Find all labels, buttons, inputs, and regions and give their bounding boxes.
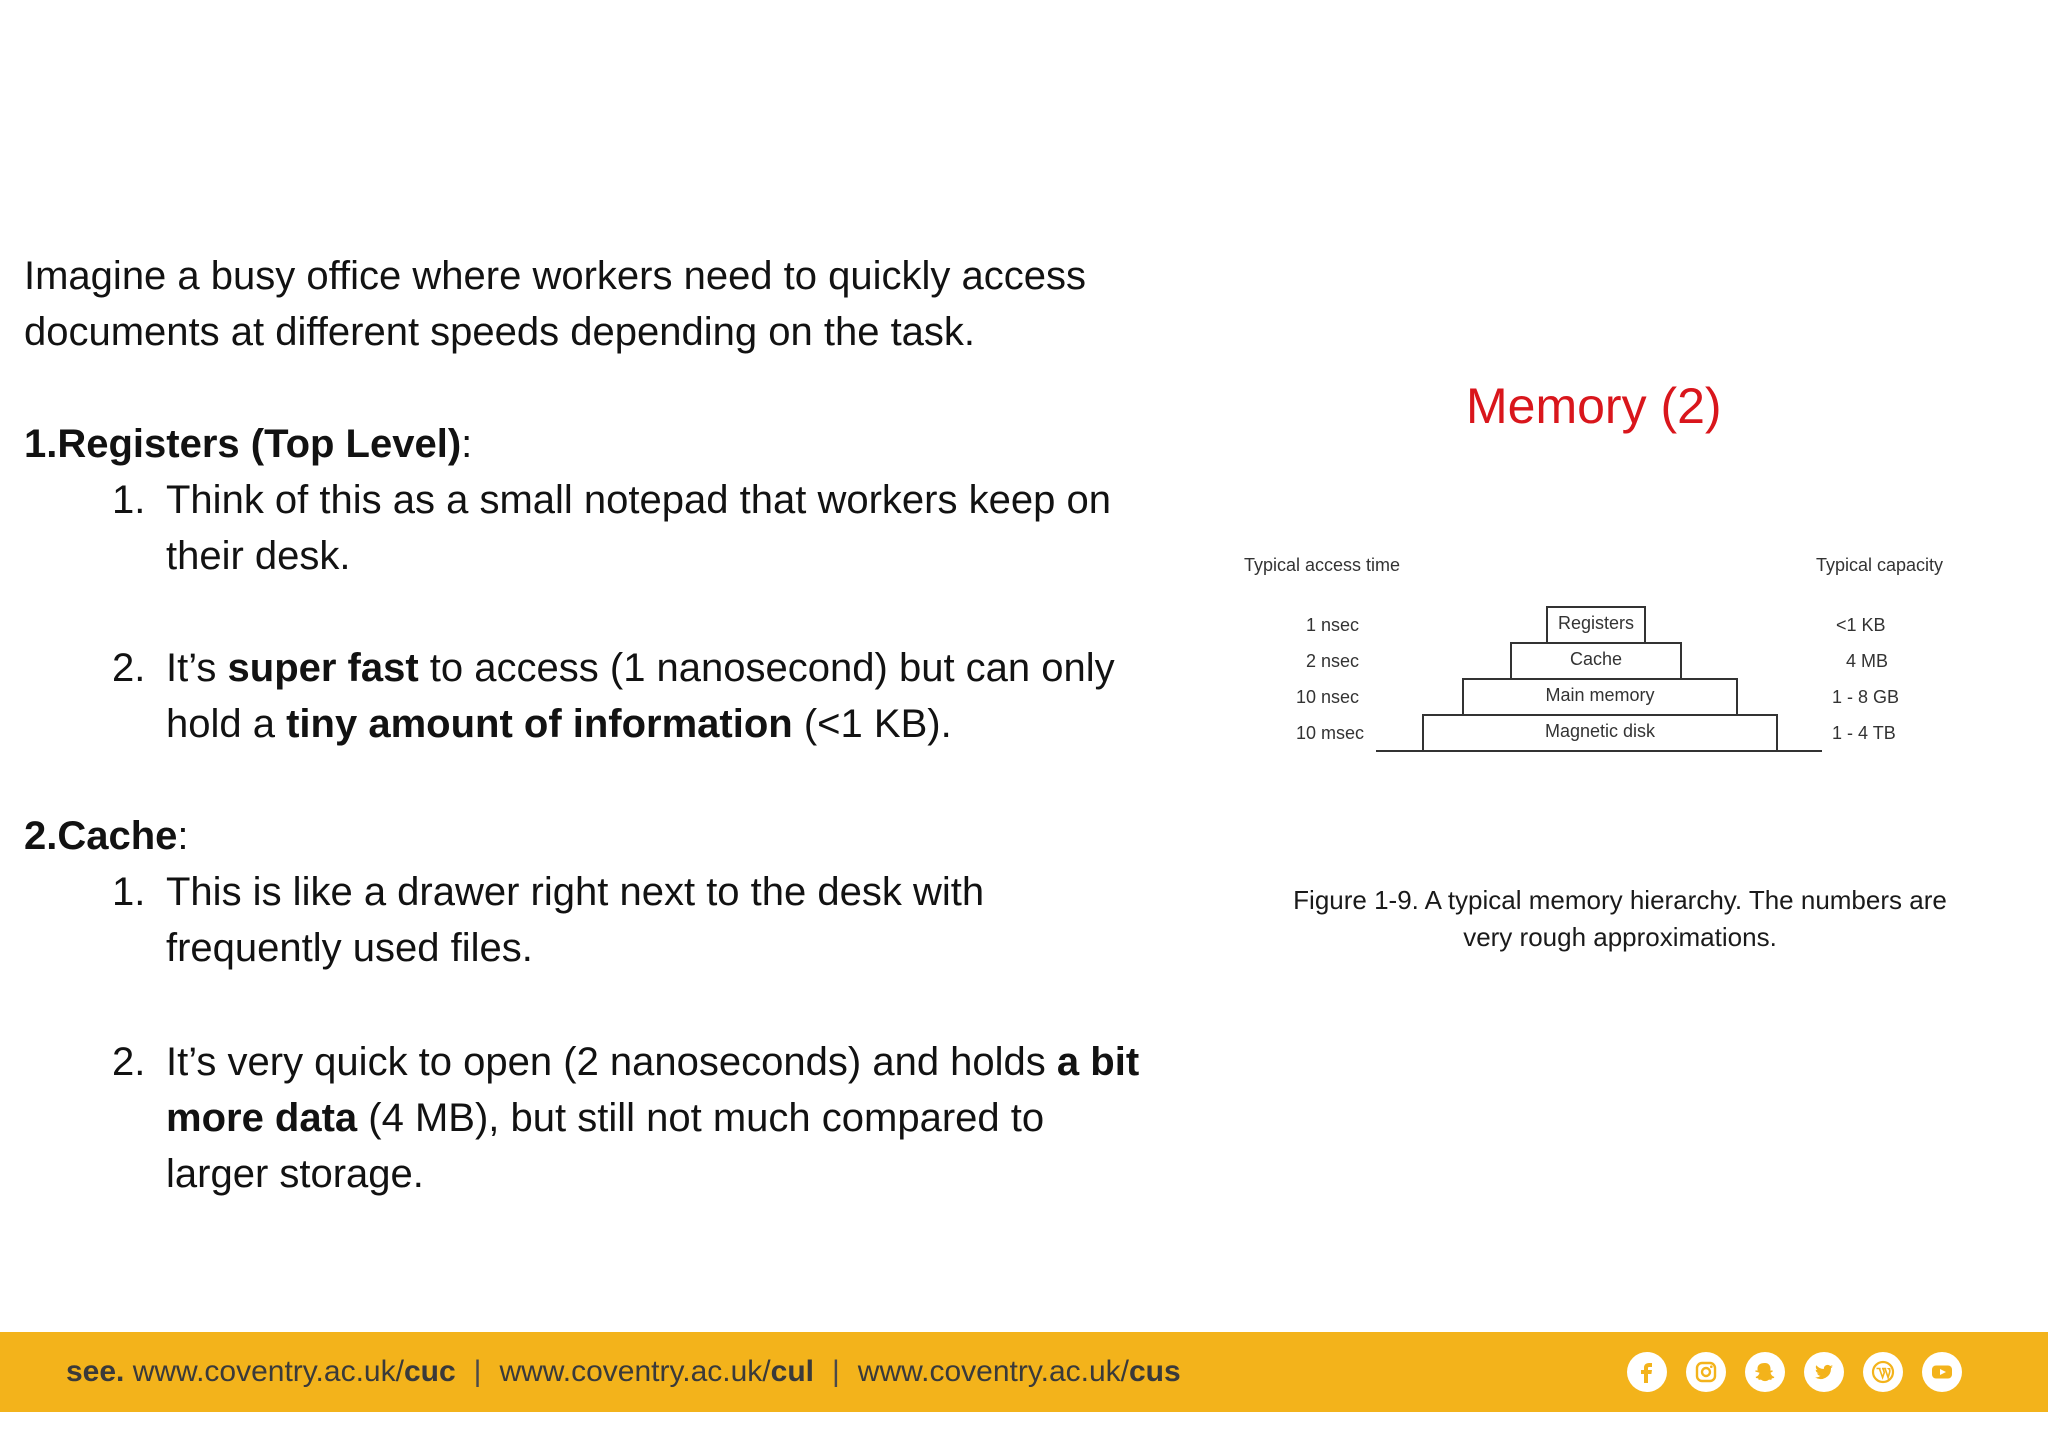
twitter-icon[interactable] xyxy=(1804,1352,1844,1392)
level-registers: Registers xyxy=(1546,606,1646,644)
time-cache: 2 nsec xyxy=(1306,651,1360,671)
registers-item-1: 1. Think of this as a small notepad that workers keep on their desk. xyxy=(112,478,1111,578)
intro-line-2: documents at different speeds depending on the task. xyxy=(24,310,976,354)
access-time-header: Typical access time xyxy=(1244,555,1401,575)
registers-heading: 1.Registers (Top Level): xyxy=(24,422,473,466)
capacity-header: Typical capacity xyxy=(1816,555,1944,575)
separator: | xyxy=(473,1355,482,1388)
instagram-icon[interactable] xyxy=(1686,1352,1726,1392)
facebook-icon[interactable] xyxy=(1627,1352,1667,1392)
link-cuc[interactable]: www.coventry.ac.uk/cuc xyxy=(124,1355,456,1388)
diagram-baseline xyxy=(1376,750,1822,752)
capacity-registers: <1 KB xyxy=(1836,615,1886,635)
level-cache: Cache xyxy=(1510,642,1682,680)
cache-item-1: 1. This is like a drawer right next to the desk with frequently used files. xyxy=(112,870,985,970)
link-cus[interactable]: www.coventry.ac.uk/cus xyxy=(857,1355,1181,1388)
snapchat-icon[interactable] xyxy=(1745,1352,1785,1392)
wordpress-icon[interactable] xyxy=(1863,1352,1903,1392)
capacity-cache: 4 MB xyxy=(1846,651,1889,671)
cache-heading: 2.Cache: xyxy=(24,814,189,858)
separator: | xyxy=(832,1355,840,1388)
time-registers: 1 nsec xyxy=(1306,615,1360,635)
cache-item-2: 2. It’s very quick to open (2 nanoseconds) and holds a bit more data (4 MB), but still not much compared to larger storage. xyxy=(112,1040,1140,1196)
time-main-memory: 10 nsec xyxy=(1296,687,1360,707)
time-magnetic-disk: 10 msec xyxy=(1296,723,1365,743)
youtube-icon[interactable] xyxy=(1922,1352,1962,1392)
registers-item-2: 2. It’s super fast to access (1 nanosecond) but can only hold a tiny amount of information (<1 KB). xyxy=(112,646,1115,746)
capacity-magnetic-disk: 1 - 4 TB xyxy=(1832,723,1896,743)
link-cul[interactable]: www.coventry.ac.uk/cul xyxy=(499,1355,814,1388)
footer-bar xyxy=(0,1332,2048,1412)
footer-links xyxy=(66,1352,1181,1392)
memory-hierarchy-diagram xyxy=(1236,546,1966,766)
figure-title: Memory (2) xyxy=(1466,378,1722,434)
slide-body-text xyxy=(24,248,1204,1202)
capacity-main-memory: 1 - 8 GB xyxy=(1832,687,1900,707)
see-label: see. xyxy=(66,1355,125,1388)
level-magnetic-disk: Magnetic disk xyxy=(1422,714,1778,752)
intro-line-1: Imagine a busy office where workers need to quickly access xyxy=(24,254,1087,298)
level-main-memory: Main memory xyxy=(1462,678,1738,716)
figure-caption: Figure 1-9. A typical memory hierarchy. The numbers are very rough approximations. xyxy=(1293,885,1947,952)
